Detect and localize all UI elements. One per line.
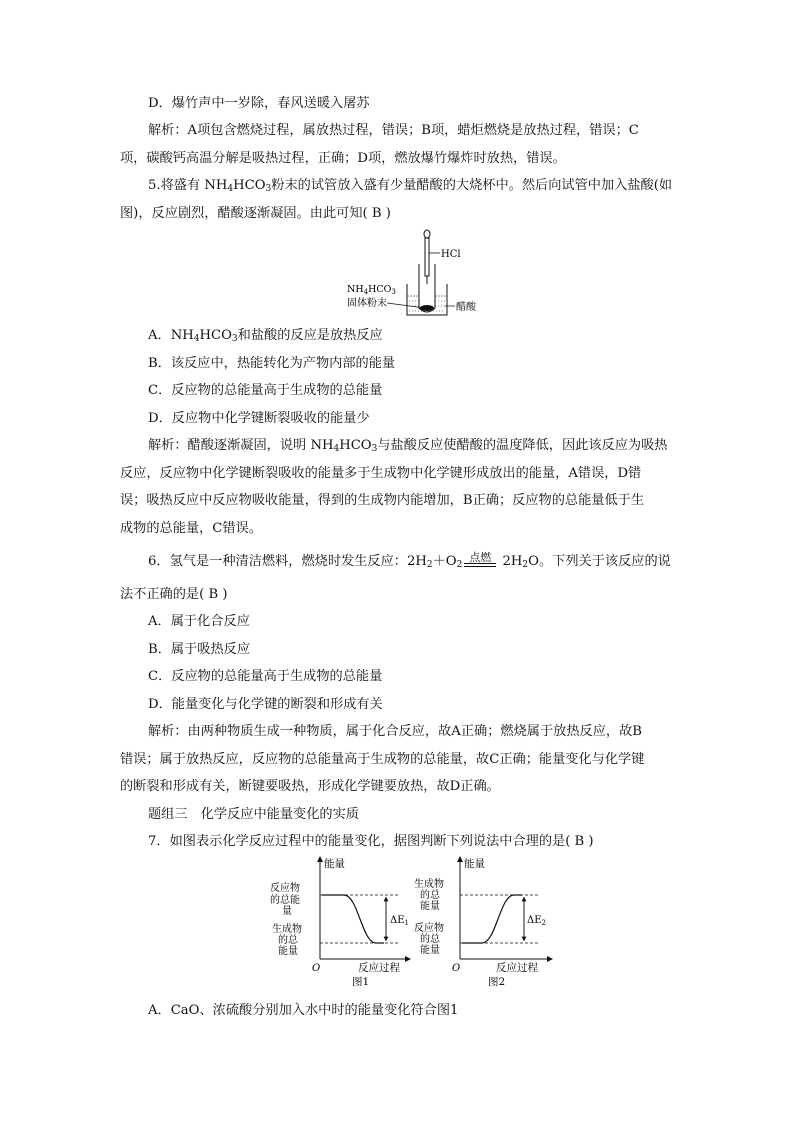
x-axis-label-1: 反应过程 bbox=[358, 962, 400, 974]
analysis-q6-line1: 解析：由两种物质生成一种物质，属于化合反应，故A正确；燃烧属于放热反应，故B bbox=[148, 724, 642, 739]
reaction-condition-arrow: 点燃 bbox=[462, 553, 498, 571]
analysis-q5-line4: 成物的总能量，C错误。 bbox=[120, 521, 262, 536]
g2-product-label-3: 能量 bbox=[420, 901, 440, 912]
analysis-q5-line1: 解析：醋酸逐渐凝固，说明 $NH_4HCO_3$与盐酸反应使醋酸的温度降低，因此该反应为吸热 bbox=[148, 438, 668, 454]
q6-option-c: C．反应物的总能量高于生成物的总能量 bbox=[148, 669, 383, 684]
q6-option-b: B．属于吸热反应 bbox=[148, 642, 251, 657]
g1-product-label-3: 能量 bbox=[278, 946, 298, 957]
g1-reactant-label-1: 反应物 bbox=[270, 883, 300, 894]
q5-apparatus-figure bbox=[345, 228, 485, 318]
g2-product-label-1: 生成物 bbox=[414, 879, 444, 890]
energy-diagram-2 bbox=[414, 857, 550, 988]
g2-reactant-label-3: 能量 bbox=[420, 945, 440, 956]
y-axis-label-2: 能量 bbox=[464, 858, 485, 870]
y-axis-label-1: 能量 bbox=[324, 858, 345, 870]
analysis-q5-line2: 反应，反应物中化学键断裂吸收的能量多于生成物中化学键形成放出的能量，A错误，D错 bbox=[120, 466, 642, 481]
delta-e1-label: $\Delta E_1$ bbox=[390, 915, 409, 927]
question-6-line2: 法不正确的是( B ) bbox=[120, 587, 228, 602]
analysis-q4-line2: 项，碳酸钙高温分解是吸热过程，正确；D项，燃放爆竹爆炸时放热，错误。 bbox=[120, 151, 566, 166]
g2-product-label-2: 的总 bbox=[420, 890, 440, 901]
q5-option-d: D．反应物中化学键断裂吸收的能量少 bbox=[148, 411, 370, 426]
analysis-q4-line1: 解析：A项包含燃烧过程，属放热过程，错误；B项，蜡炬燃烧是放热过程，错误；C bbox=[148, 123, 639, 138]
analysis-q5-line3: 误；吸热反应中反应物吸收能量，得到的生成物内能增加，B正确；反应物的总能量低于生 bbox=[120, 493, 644, 508]
q5-option-b: B．该反应中，热能转化为产物内部的能量 bbox=[148, 356, 396, 371]
option-d-text: D．爆竹声中一岁除，春风送暖入屠苏 bbox=[148, 96, 370, 111]
g1-reactant-label-3: 量 bbox=[282, 906, 292, 917]
g1-product-label-2: 的总 bbox=[278, 935, 298, 946]
q6-option-d: D．能量变化与化学键的断裂和形成有关 bbox=[148, 697, 383, 712]
delta-e2-label: $\Delta E_2$ bbox=[527, 915, 546, 927]
x-axis-label-2: 反应过程 bbox=[496, 962, 538, 974]
q7-option-a: A．CaO、浓硫酸分别加入水中时的能量变化符合图1 bbox=[148, 1003, 459, 1018]
q6-option-a: A．属于化合反应 bbox=[148, 614, 250, 629]
origin-label-1: O bbox=[312, 963, 321, 974]
nh4hco3-label: $NH_4HCO_3$ bbox=[347, 284, 396, 296]
energy-curve-1 bbox=[322, 895, 384, 943]
q5-option-c: C．反应物的总能量高于生成物的总能量 bbox=[148, 383, 383, 398]
solid-powder-label: 固体粉末 bbox=[347, 298, 387, 309]
energy-diagram-1 bbox=[270, 857, 409, 988]
dropper-icon bbox=[424, 230, 430, 284]
analysis-q6-line2: 错误；属于放热反应，反应物的总能量高于生成物的总能量，故C正确；能量变化与化学键 bbox=[120, 752, 645, 767]
acetic-acid-label: 醋酸 bbox=[456, 302, 476, 313]
question-7-line1: 7．如图表示化学反应过程中的能量变化，据图判断下列说法中合理的是( B ) bbox=[148, 834, 594, 849]
q7-energy-diagrams bbox=[268, 855, 558, 990]
q5-option-a: A．$NH_4HCO_3$和盐酸的反应是放热反应 bbox=[148, 328, 383, 344]
energy-curve-2 bbox=[462, 895, 522, 943]
group-3-heading: 题组三 化学反应中能量变化的实质 bbox=[148, 807, 359, 822]
g2-reactant-label-1: 反应物 bbox=[414, 923, 444, 934]
hcl-label: HCl bbox=[441, 249, 461, 260]
test-tube-icon bbox=[419, 264, 435, 312]
origin-label-2: O bbox=[452, 963, 461, 974]
g2-reactant-label-2: 的总 bbox=[420, 934, 440, 945]
question-5-line1: 5.将盛有 $NH_4HCO_3$粉末的试管放入盛有少量醋酸的大烧杯中。然后向试管中加入盐酸(如 bbox=[148, 178, 673, 194]
g1-reactant-label-2: 的总能 bbox=[270, 895, 300, 906]
figure-2-caption: 图2 bbox=[488, 976, 506, 988]
analysis-q6-line3: 的断裂和形成有关，断键要吸热，形成化学键要放热，故D正确。 bbox=[120, 779, 500, 794]
question-5-line2: 图)，反应剧烈，醋酸逐渐凝固。由此可知( B ) bbox=[120, 206, 391, 221]
figure-1-caption: 图1 bbox=[352, 976, 370, 988]
question-6-line1: 6．氢气是一种清洁燃料，燃烧时发生反应：$2H_2+O_2$ 点燃 $2H_2O$。下列关于该反应的说 bbox=[148, 551, 671, 570]
g1-product-label-1: 生成物 bbox=[272, 924, 302, 935]
